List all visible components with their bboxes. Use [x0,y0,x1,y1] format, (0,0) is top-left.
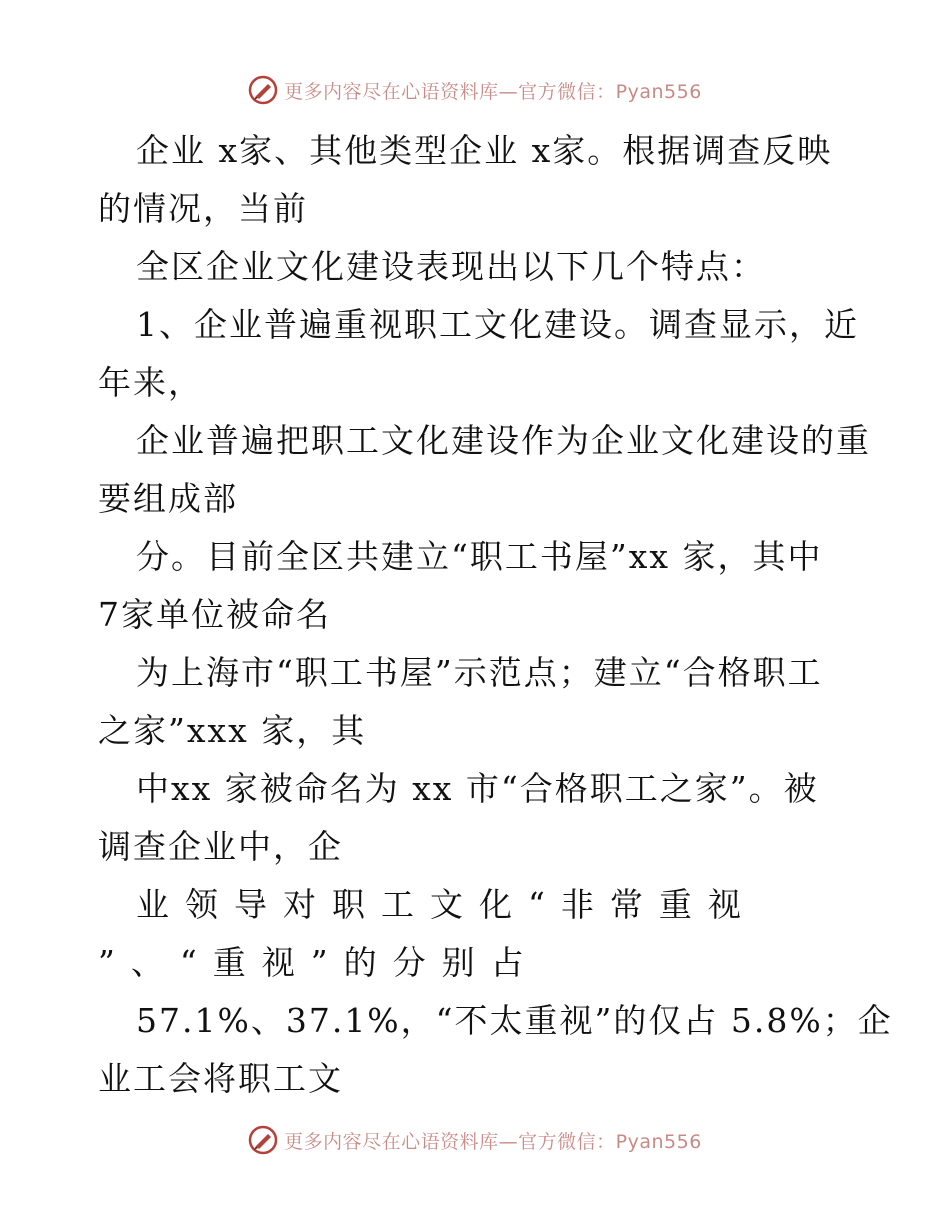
watermark-text: 更多内容尽在心语资料库—官方微信：Pyan556 [284,1130,702,1153]
document-body [98,122,893,1108]
body-line: 中xx 家被命名为 xx 市“合格职工之家”。被 [136,769,819,808]
body-line: 全区企业文化建设表现出以下几个特点： [136,247,766,286]
header-watermark [0,72,950,108]
pen-seal-icon [248,1125,278,1155]
body-line: 企业 x家、其他类型企业 x家。根据调查反映 [136,131,833,170]
body-line: 业领导对职工文化“非常重视 [136,885,757,924]
body-line: 1、企业普遍重视职工文化建设。调查显示，近 [136,305,859,344]
watermark-text: 更多内容尽在心语资料库—官方微信：Pyan556 [284,80,702,103]
body-line: 之家”xxx 家，其 [98,711,367,750]
body-line: 7家单位被命名 [98,595,331,634]
body-line: 的情况，当前 [98,189,308,228]
body-line: 要组成部 [98,479,238,518]
body-line: 分。目前全区共建立“职工书屋”xx 家，其中 [136,537,823,576]
body-line: 57.1%、37.1%，“不太重视”的仅占 5.8%；企 [136,1001,893,1040]
body-line: 年来， [98,363,203,402]
pen-seal-icon [248,75,278,105]
body-line: 为上海市“职工书屋”示范点；建立“合格职工 [136,653,823,692]
body-line: 业工会将职工文 [98,1059,343,1098]
body-line: ”、“重视”的分别占 [98,943,540,982]
body-line: 企业普遍把职工文化建设作为企业文化建设的重 [136,421,871,460]
body-line: 调查企业中，企 [98,827,343,866]
footer-watermark [0,1122,950,1158]
